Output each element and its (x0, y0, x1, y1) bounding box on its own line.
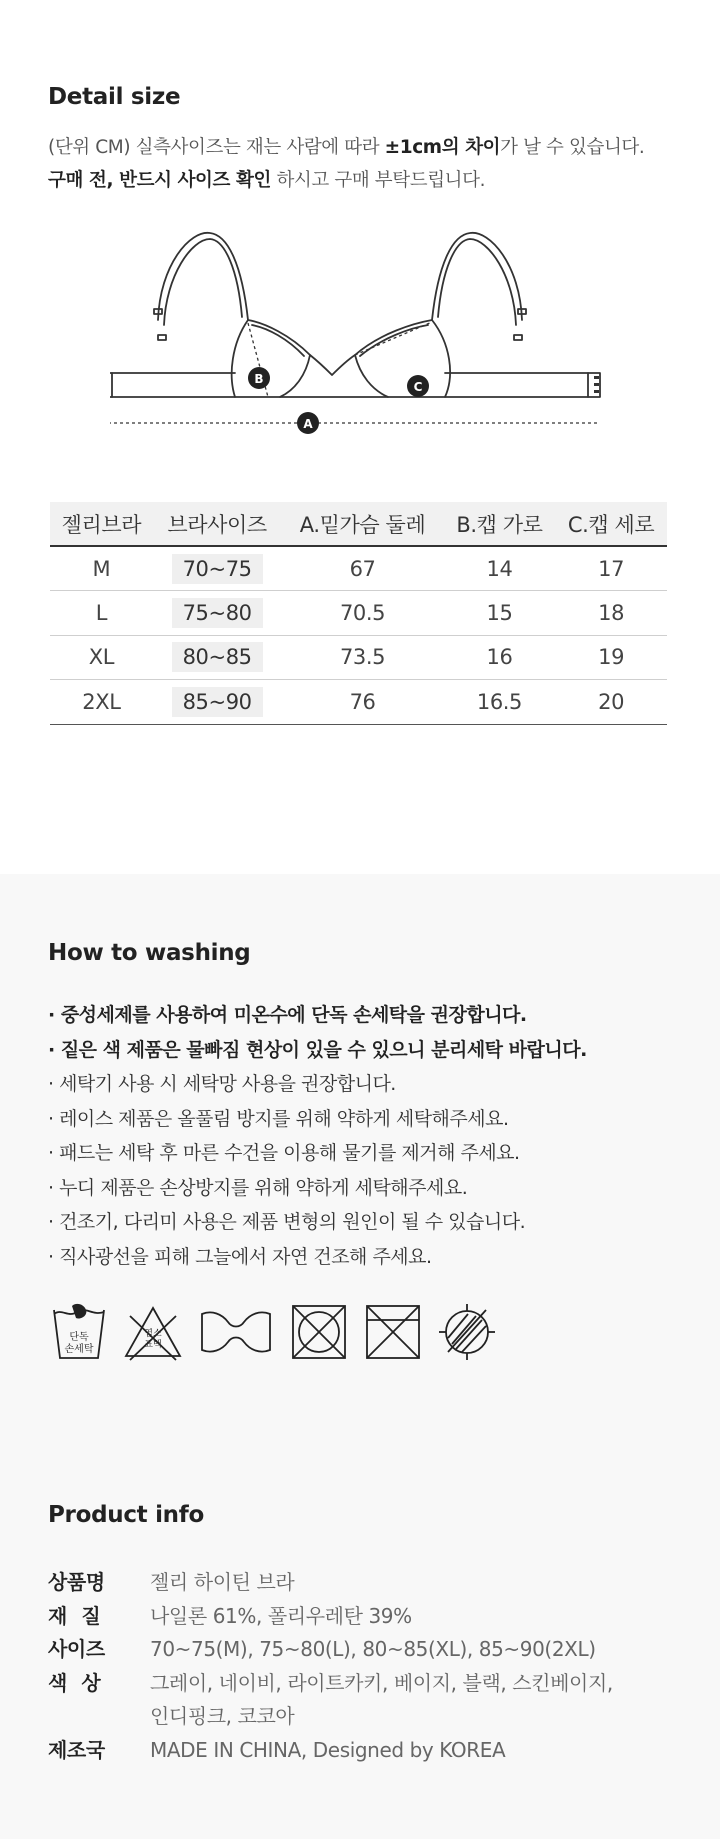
header-bra-size: 브라사이즈 (153, 502, 282, 546)
product-info-table (48, 1566, 710, 1767)
label-a: A (303, 417, 313, 431)
check-size-note: 구매 전, 반드시 사이즈 확인 하시고 구매 부탁드립니다. (48, 170, 486, 191)
table-row: M 70~75 67 14 17 (50, 546, 667, 591)
no-bleach-icon (124, 1302, 182, 1362)
bra-measurement-diagram (110, 225, 620, 465)
info-row-origin: 제조국 MADE IN CHINA, Designed by KOREA (48, 1737, 506, 1762)
no-wring-icon (198, 1302, 274, 1362)
list-item: · 레이스 제품은 올풀림 방지를 위해 약하게 세탁해주세요. (48, 1107, 509, 1130)
header-cup-width: B.캡 가로 (444, 502, 555, 546)
list-item: · 직사광선을 피해 그늘에서 자연 건조해 주세요. (48, 1245, 432, 1268)
svg-text:단독: 단독 (69, 1332, 89, 1343)
svg-text:표백: 표백 (144, 1340, 162, 1350)
left-band (110, 373, 235, 397)
no-tumble-dry-icon (290, 1302, 348, 1362)
info-row-material: 재질 나일론 61%, 폴리우레탄 39% (48, 1603, 412, 1628)
table-row: L 75~80 70.5 15 18 (50, 591, 667, 636)
list-item: · 세탁기 사용 시 세탁망 사용을 권장합니다. (48, 1073, 396, 1095)
list-item: · 패드는 세탁 후 마른 수건을 이용해 물기를 제거해 주세요. (48, 1142, 520, 1164)
list-item: · 중성세제를 사용하여 미온수에 단독 손세탁을 권장합니다. (48, 1004, 527, 1026)
info-row-size: 사이즈 70~75(M), 75~80(L), 80~85(XL), 85~90(2XL) (48, 1637, 596, 1661)
no-dry-clean-icon (364, 1302, 422, 1362)
label-b: B (254, 372, 264, 386)
hand-wash-icon (50, 1302, 108, 1362)
header-underbust: A.밑가슴 둘레 (281, 502, 443, 546)
washing-section (0, 874, 720, 1839)
right-band (445, 373, 600, 397)
product-info-title: Product info (48, 1502, 204, 1528)
info-row-color: 색상 그레이, 네이비, 라이트카키, 베이지, 블랙, 스킨베이지, 인디핑크, 코코아 (48, 1670, 613, 1728)
header-model: 젤리브라 (50, 502, 153, 546)
label-c: C (413, 380, 423, 394)
table-row: XL 80~85 73.5 16 19 (50, 635, 667, 680)
washing-instructions (48, 998, 587, 1274)
size-table-header (50, 502, 667, 546)
size-table (50, 502, 667, 725)
list-item: · 짙은 색 제품은 물빠짐 현상이 있을 수 있으니 분리세탁 바랍니다. (48, 1038, 587, 1061)
washing-title: How to washing (48, 940, 251, 966)
care-symbols (50, 1302, 496, 1362)
info-row-name: 상품명 젤리 하이틴 브라 (48, 1570, 295, 1594)
hook-eye-closure (594, 376, 599, 393)
list-item: · 건조기, 다리미 사용은 제품 변형의 원인이 될 수 있습니다. (48, 1211, 526, 1233)
no-sun-drying-icon (438, 1302, 496, 1362)
svg-text:염소: 염소 (144, 1329, 162, 1339)
measurement-note: (단위 CM) 실측사이즈는 재는 사람에 따라 ±1cm의 차이가 날 수 있습니다. (48, 137, 645, 158)
detail-size-title: Detail size (48, 84, 181, 110)
svg-text:손세탁: 손세탁 (64, 1344, 94, 1355)
table-row: 2XL 85~90 76 16.5 20 (50, 680, 667, 725)
header-cup-height: C.캡 세로 (555, 502, 667, 546)
list-item: · 누디 제품은 손상방지를 위해 약하게 세탁해주세요. (48, 1176, 468, 1199)
